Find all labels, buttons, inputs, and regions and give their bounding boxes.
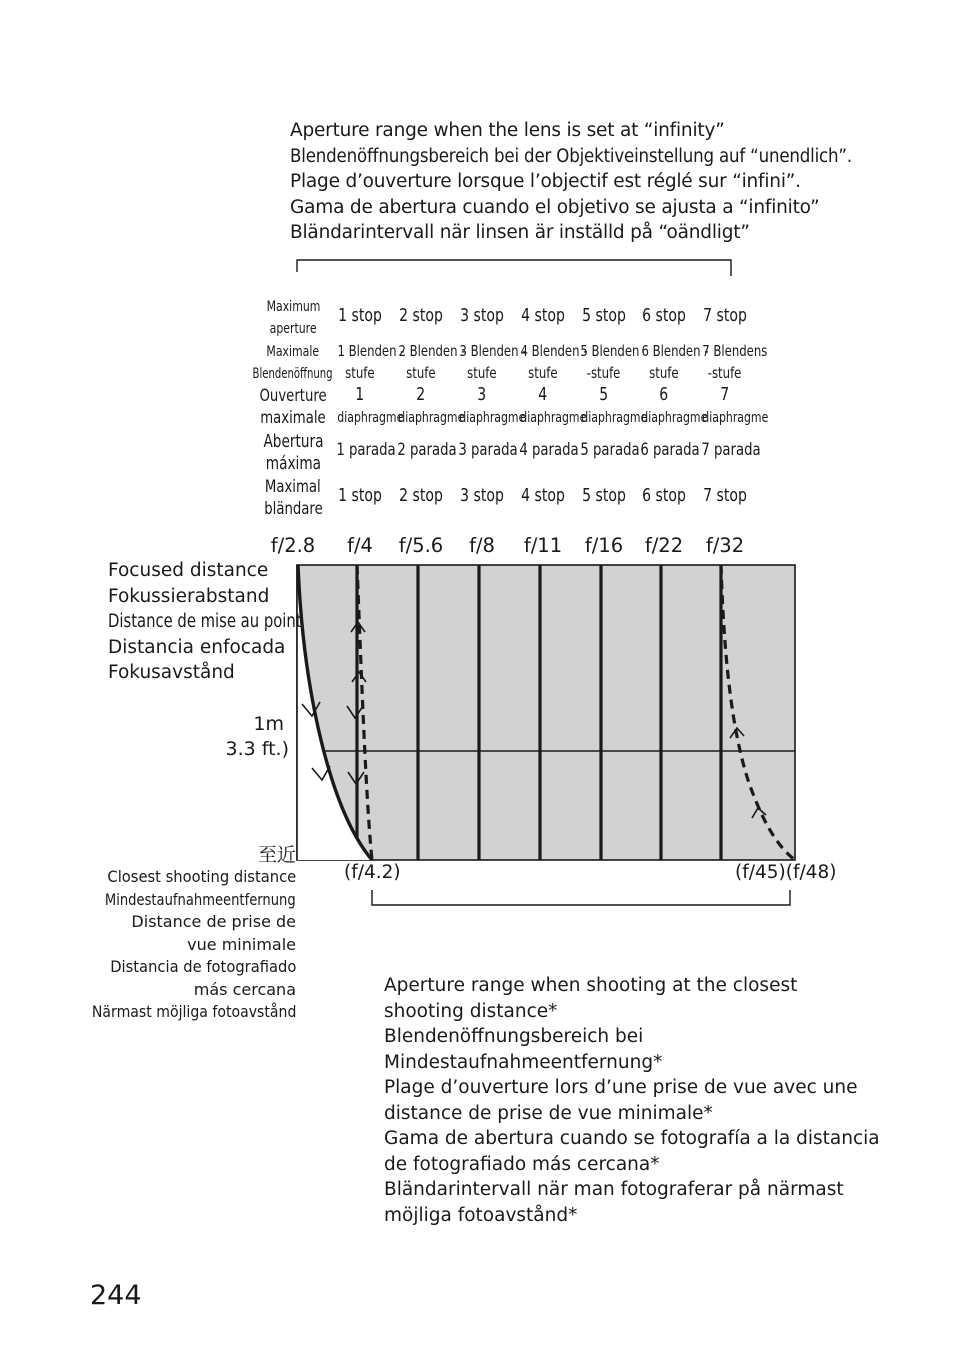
stop-cell: -stufe: [587, 364, 621, 382]
top-caption-sv: Bländarintervall när linsen är inställd på “oändligt”: [290, 222, 750, 243]
bottom-caption-line: Mindestaufnahmeentfernung*: [384, 1051, 663, 1073]
stop-cell: 7 stop: [703, 305, 747, 326]
bottom-caption-line: Gama de abertura cuando se fotografía a la distancia: [384, 1128, 880, 1149]
stop-cell: 4 stop: [521, 305, 565, 326]
stop-cell: stufe: [406, 364, 436, 382]
stop-cell: 5 stop: [582, 305, 626, 326]
top-caption-en: Aperture range when the lens is set at “infinity”: [290, 120, 725, 141]
stop-cell: diaphragme: [641, 410, 708, 426]
f-stop-label: f/5.6: [398, 534, 444, 557]
closest-es-2: más cercana: [193, 979, 296, 999]
stop-cell: 3: [477, 384, 487, 405]
stop-cell: stufe: [345, 364, 375, 382]
stop-cell: 4: [538, 384, 548, 405]
focused-distance-labels: [108, 558, 350, 686]
stop-cell: 5 stop: [582, 485, 626, 506]
f-stop-label: f/32: [705, 534, 745, 557]
aperture-end-right: (f/45)(f/48): [735, 862, 837, 883]
closest-en: Closest shooting distance: [107, 867, 296, 886]
stop-cell: 1 Blenden -: [337, 342, 405, 360]
page-number: 244: [90, 1280, 142, 1311]
distance-mark-imperial: 3.3 ft.): [225, 738, 289, 760]
bottom-caption-line: de fotografiado más cercana*: [384, 1153, 660, 1175]
focused-distance-en: Focused distance: [108, 560, 269, 581]
focused-distance-sv: Fokusavstånd: [108, 662, 235, 683]
top-caption-es: Gama de abertura cuando el objetivo se ajusta a “infinito”: [290, 196, 820, 218]
stop-cell: stufe: [528, 364, 558, 382]
top-caption-fr: Plage d’ouverture lorsque l’objectif est réglé sur “infini”.: [290, 171, 801, 192]
row-label-max-aperture: Maximum aperture: [266, 299, 320, 337]
bottom-caption-line: Plage d’ouverture lors d’une prise de vue avec une: [384, 1077, 858, 1098]
stop-cell: -stufe: [708, 364, 742, 382]
row-label-ouverture-maximale: Ouverture maximale: [259, 386, 327, 428]
f-stop-label: f/4: [347, 534, 373, 557]
focused-distance-es: Distancia enfocada: [108, 636, 286, 658]
stop-cell: stufe: [467, 364, 497, 382]
bottom-caption-line: distance de prise de vue minimale*: [384, 1102, 713, 1124]
focused-distance-fr: Distance de mise au point: [108, 611, 302, 632]
stop-cell: 6: [659, 384, 669, 405]
stop-cell: 3 stop: [460, 305, 504, 326]
top-bracket: [297, 260, 731, 276]
stop-cell: 7 Blendens: [702, 342, 768, 360]
stop-cell: 5: [599, 384, 609, 405]
stop-cell: 3 stop: [460, 485, 504, 506]
row-label-maximale-blendenoffnung: Maximale Blendenöffnung: [253, 344, 333, 382]
closest-sv: Närmast möjliga fotoavstånd: [91, 1002, 296, 1021]
stop-cell: 6 stop: [642, 485, 686, 506]
stop-cell: 6 stop: [642, 305, 686, 326]
stop-cell: 3 parada: [458, 440, 518, 460]
stop-cell: 2 stop: [399, 305, 443, 326]
bottom-caption-line: möjliga fotoavstånd*: [384, 1204, 578, 1226]
stop-cell: 1 stop: [338, 305, 382, 326]
stop-cell: 2 Blenden -: [398, 342, 466, 360]
stop-cell: 1 stop: [338, 485, 382, 506]
bottom-caption-line: shooting distance*: [384, 1000, 558, 1022]
distance-mark-metric: 1m: [253, 713, 284, 735]
top-caption-de: Blendenöffnungsbereich bei der Objektiveinstellung auf “unendlich”.: [290, 145, 852, 167]
stop-cell: 2 parada: [397, 440, 457, 460]
stop-cell: 2 stop: [399, 485, 443, 506]
stop-cell: 1 parada: [336, 440, 396, 460]
stop-cell: stufe: [649, 364, 679, 382]
f-stop-label: f/8: [469, 534, 495, 557]
stop-cell: 7 stop: [703, 485, 747, 506]
closest-fr-1: Distance de prise de: [131, 912, 296, 931]
bottom-caption-line: Aperture range when shooting at the closest: [384, 975, 798, 996]
stop-cell: diaphragme: [459, 410, 526, 426]
stop-cell: 4 Blenden -: [520, 342, 588, 360]
stop-cell: 1: [355, 384, 365, 405]
bottom-caption-line: Blendenöffnungsbereich bei: [384, 1026, 644, 1047]
f-stop-label: f/22: [644, 534, 684, 557]
closest-es-1: Distancia de fotografiado: [109, 957, 296, 976]
stop-cell: 4 parada: [519, 440, 579, 460]
f-stop-label: f/11: [523, 534, 563, 557]
stop-cell: diaphragme: [398, 410, 465, 426]
closest-distance-labels: [63, 866, 296, 1024]
bottom-caption: [384, 973, 880, 1228]
aperture-end-left: (f/4.2): [344, 862, 401, 883]
bottom-caption-line: Bländarintervall när man fotograferar på närmast: [384, 1179, 844, 1200]
row-label-maximal-blandare: Maximal bländare: [263, 477, 323, 519]
stop-cell: 4 stop: [521, 485, 565, 506]
row-label-abertura-maxima: Abertura máxima: [262, 432, 323, 474]
stop-cell: 2: [416, 384, 426, 405]
stop-cell: 6 Blenden -: [641, 342, 709, 360]
closest-mark: 至近: [257, 844, 296, 866]
stop-cell: 6 parada: [640, 440, 700, 460]
stop-cell: diaphragme: [337, 410, 404, 426]
focused-distance-de: Fokussierabstand: [108, 585, 270, 607]
f-stop-label: f/16: [584, 534, 624, 557]
f-stop-label: f/2.8: [270, 534, 316, 557]
stop-cell: 3 Blenden -: [459, 342, 527, 360]
stop-cell: 7: [720, 384, 730, 405]
stop-cell: diaphragme: [581, 410, 648, 426]
stop-cell: 7 parada: [701, 440, 761, 460]
closest-de: Mindestaufnahmeentfernung: [105, 889, 296, 909]
stop-cell: diaphragme: [702, 410, 769, 426]
bottom-bracket: [372, 890, 790, 905]
closest-fr-2: vue minimale: [187, 934, 296, 954]
stop-cell: 5 parada: [580, 440, 640, 460]
stop-cell: diaphragme: [520, 410, 587, 426]
stop-cell: 5 Blenden: [580, 342, 640, 360]
